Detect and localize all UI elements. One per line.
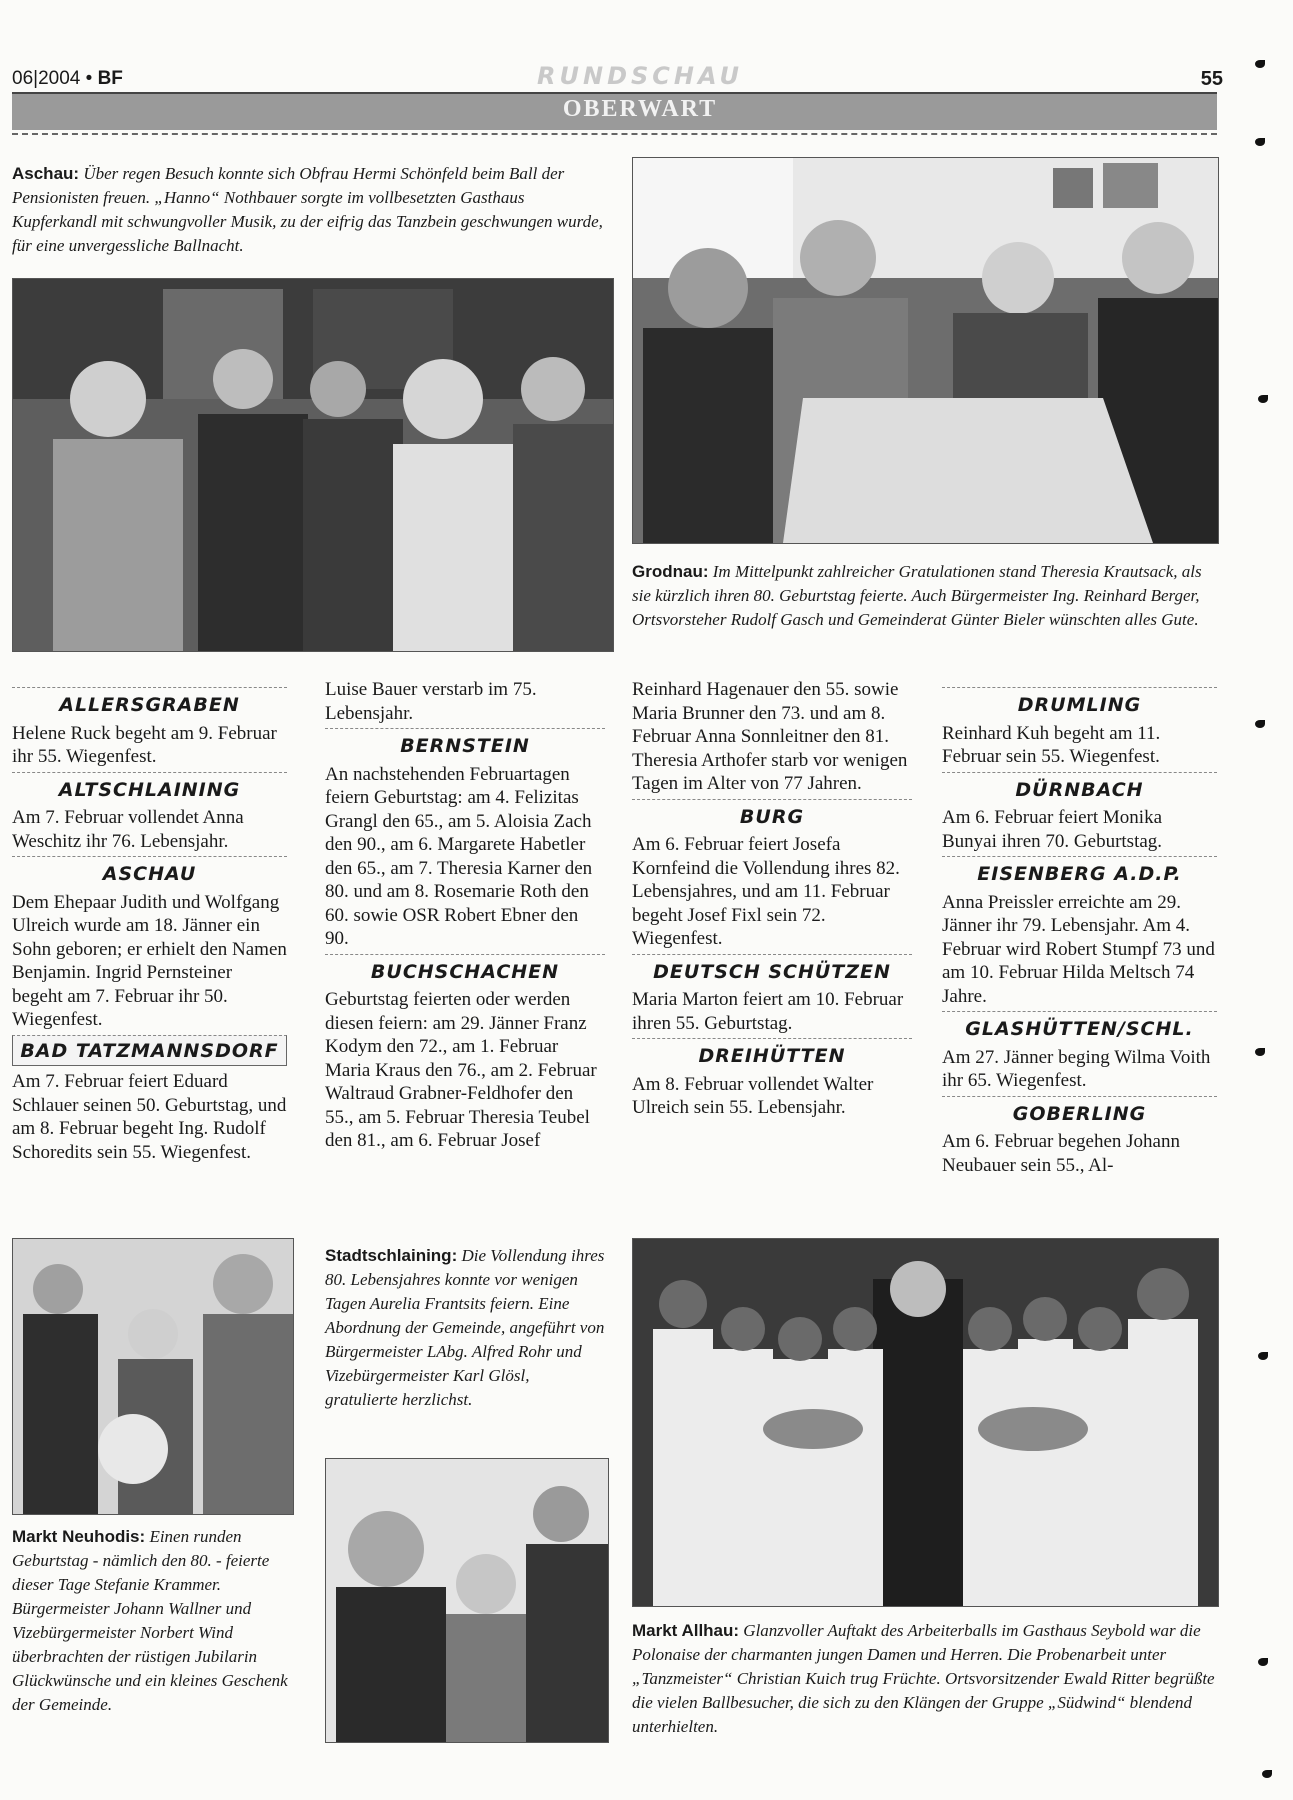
issue-number: 06|2004	[12, 68, 81, 89]
caption-place: Grodnau:	[632, 562, 709, 581]
section-heading: BURG	[632, 799, 912, 830]
dance-photo	[12, 278, 614, 652]
section-heading: BAD TATZMANNSDORF	[12, 1035, 287, 1067]
section-heading: ALTSCHLAINING	[12, 772, 287, 803]
brand: BF	[97, 68, 123, 89]
page-number: 55	[1200, 68, 1223, 90]
scan-mark	[1258, 395, 1268, 403]
scan-mark	[1255, 60, 1265, 68]
caption-text: Die Vollendung ihres 80. Lebensjahres konnte vor wenigen Tagen Aurelia Frantsits feiern. Eine Abordnung der Gemeinde, angeführt von Bürgermeister LAbg. Alfred Rohr und Vizebürgermeister Karl Glösl, gratulierte herzlichst.	[325, 1246, 605, 1409]
caption-text: Glanzvoller Auftakt des Arbeiterballs im Gasthaus Seybold war die Polonaise der charmanten jungen Damen und Herren. Die Probenarbeit unter „Tanzmeister“ Christian Kuich trug Früchte. Ortsvorsitzender Ewald Ritter begrüßte die vielen Ballbesucher, die sich zu den Klängen der Gruppe „Südwind“ blendend unterhielten.	[632, 1621, 1215, 1736]
section-heading: DRUMLING	[942, 687, 1217, 718]
section-heading: BERNSTEIN	[325, 728, 605, 759]
caption-place: Markt Allhau:	[632, 1621, 740, 1640]
caption-text: Im Mittelpunkt zahlreicher Gratulationen stand Theresia Krautsack, als sie kürzlich ihren 80. Geburtstag feierte. Auch Bürgermeister Ing. Reinhard Berger, Ortsvorsteher Rudolf Gasch und Gemeinderat Günter Bieler wünschten alles Gute.	[632, 562, 1202, 629]
caption-text: Über regen Besuch konnte sich Obfrau Hermi Schönfeld beim Ball der Pensionisten freuen. „Hanno“ Nothbauer sorgte im vollbesetzten Gasthaus Kupferkandl mit schwungvoller Musik, zu der eifrig das Tanzbein geschwungen wurde, für eine unvergessliche Ballnacht.	[12, 164, 603, 255]
section-text: Geburtstag feierten oder werden diesen feiern: am 29. Jänner Franz Kodym den 72., am 1. Februar Maria Kraus den 76., am 2. Februar Waltraud Grabner-Feldhofer den 55., am 5. Februar Theresia Teubel den 81., am 6. Februar Josef	[325, 989, 597, 1151]
scan-mark	[1255, 1048, 1265, 1056]
issue-bullet: •	[85, 68, 93, 89]
section-text: Am 27. Jänner beging Wilma Voith ihr 65. Wiegenfest.	[942, 1046, 1211, 1091]
caption-grodnau	[632, 560, 1217, 632]
scan-mark	[1258, 1352, 1268, 1360]
section-heading: DREIHÜTTEN	[632, 1038, 912, 1069]
issue-label	[12, 68, 123, 90]
jubilee-photo	[325, 1458, 609, 1743]
section-heading: DEUTSCH SCHÜTZEN	[632, 954, 912, 985]
section-heading: EISENBERG A.D.P.	[942, 856, 1217, 887]
section-text: Reinhard Kuh begeht am 11. Februar sein 55. Wiegenfest.	[942, 722, 1161, 767]
column-2	[325, 678, 605, 1153]
section-text: Reinhard Hagenauer den 55. sowie Maria Brunner den 73. und am 8. Februar Anna Sonnleitner den 81. Theresia Arthofer starb vor wenigen Tagen im Alter von 77 Jahren.	[632, 679, 908, 794]
caption-neuhodis	[12, 1525, 297, 1717]
section-text: Am 7. Februar vollendet Anna Weschitz ihr 76. Lebensjahr.	[12, 807, 244, 852]
caption-allhau	[632, 1619, 1217, 1739]
section-text: Am 6. Februar feiert Monika Bunyai ihren 70. Geburtstag.	[942, 807, 1163, 852]
section-title: RUNDSCHAU	[537, 62, 743, 90]
caption-place: Stadtschlaining:	[325, 1246, 458, 1265]
region-title: OBERWART	[562, 96, 718, 122]
column-3	[632, 678, 912, 1120]
scan-mark	[1262, 1770, 1272, 1778]
column-1	[12, 684, 287, 1164]
section-text: Am 6. Februar feiert Josefa Kornfeind die Vollendung ihres 82. Lebensjahres, und am 11. Februar begeht Josef Fixl sein 72. Wiegenfest.	[632, 834, 900, 949]
caption-place: Markt Neuhodis:	[12, 1527, 146, 1546]
divider	[12, 133, 1217, 135]
polonaise-photo	[632, 1238, 1219, 1607]
column-4	[942, 684, 1217, 1177]
section-text: Helene Ruck begeht am 9. Februar ihr 55. Wiegenfest.	[12, 722, 277, 767]
section-text: Maria Marton feiert am 10. Februar ihren 55. Geburtstag.	[632, 989, 904, 1034]
section-heading: GOBERLING	[942, 1096, 1217, 1127]
section-text: Dem Ehepaar Judith und Wolfgang Ulreich wurde am 18. Jänner ein Sohn geboren; er erhielt den Namen Benjamin. Ingrid Pernsteiner begeht am 7. Februar ihr 50. Wiegenfest.	[12, 891, 287, 1030]
caption-aschau	[12, 162, 612, 258]
section-text: An nachstehenden Februartagen feiern Geburtstag: am 4. Felizitas Grangl den 65., am 5. Aloisia Zach den 90., am 6. Margarete Habetler den 65., am 7. Theresia Karner den 80. und am 8. Rosemarie Roth den 60. sowie OSR Robert Ebner den 90.	[325, 763, 593, 949]
section-text: Am 6. Februar begehen Johann Neubauer sein 55., Al-	[942, 1131, 1180, 1176]
section-heading: GLASHÜTTEN/SCHL.	[942, 1011, 1217, 1042]
group-photo	[632, 157, 1219, 544]
section-heading: DÜRNBACH	[942, 772, 1217, 803]
section-heading: ASCHAU	[12, 856, 287, 887]
scan-mark	[1258, 1658, 1268, 1666]
caption-text: Einen runden Geburtstag - nämlich den 80. - feierte dieser Tage Stefanie Krammer. Bürgermeister Johann Wallner und Vizebürgermeister Norbert Wind überbrachten der rüstigen Jubilarin Glückwünsche und ein kleines Geschenk der Gemeinde.	[12, 1527, 288, 1714]
section-text: Am 7. Februar feiert Eduard Schlauer seinen 50. Geburtstag, und am 8. Februar begeht Ing. Rudolf Schoredits sein 55. Wiegenfest.	[12, 1071, 287, 1163]
jubilee-photo	[12, 1238, 294, 1515]
section-heading: ALLERSGRABEN	[12, 687, 287, 718]
section-heading: BUCHSCHACHEN	[325, 954, 605, 985]
scan-mark	[1255, 720, 1265, 728]
scan-mark	[1255, 138, 1265, 146]
section-text: Am 8. Februar vollendet Walter Ulreich sein 55. Lebensjahr.	[632, 1073, 874, 1118]
caption-place: Aschau:	[12, 164, 80, 183]
section-text: Luise Bauer verstarb im 75. Lebensjahr.	[325, 679, 537, 724]
caption-stadtschlaining	[325, 1244, 605, 1412]
section-text: Anna Preissler erreichte am 29. Jänner ihr 79. Lebensjahr. Am 4. Februar wird Robert Stumpf 73 und am 10. Februar Hilda Meltsch 74 Jahre.	[942, 891, 1215, 1007]
